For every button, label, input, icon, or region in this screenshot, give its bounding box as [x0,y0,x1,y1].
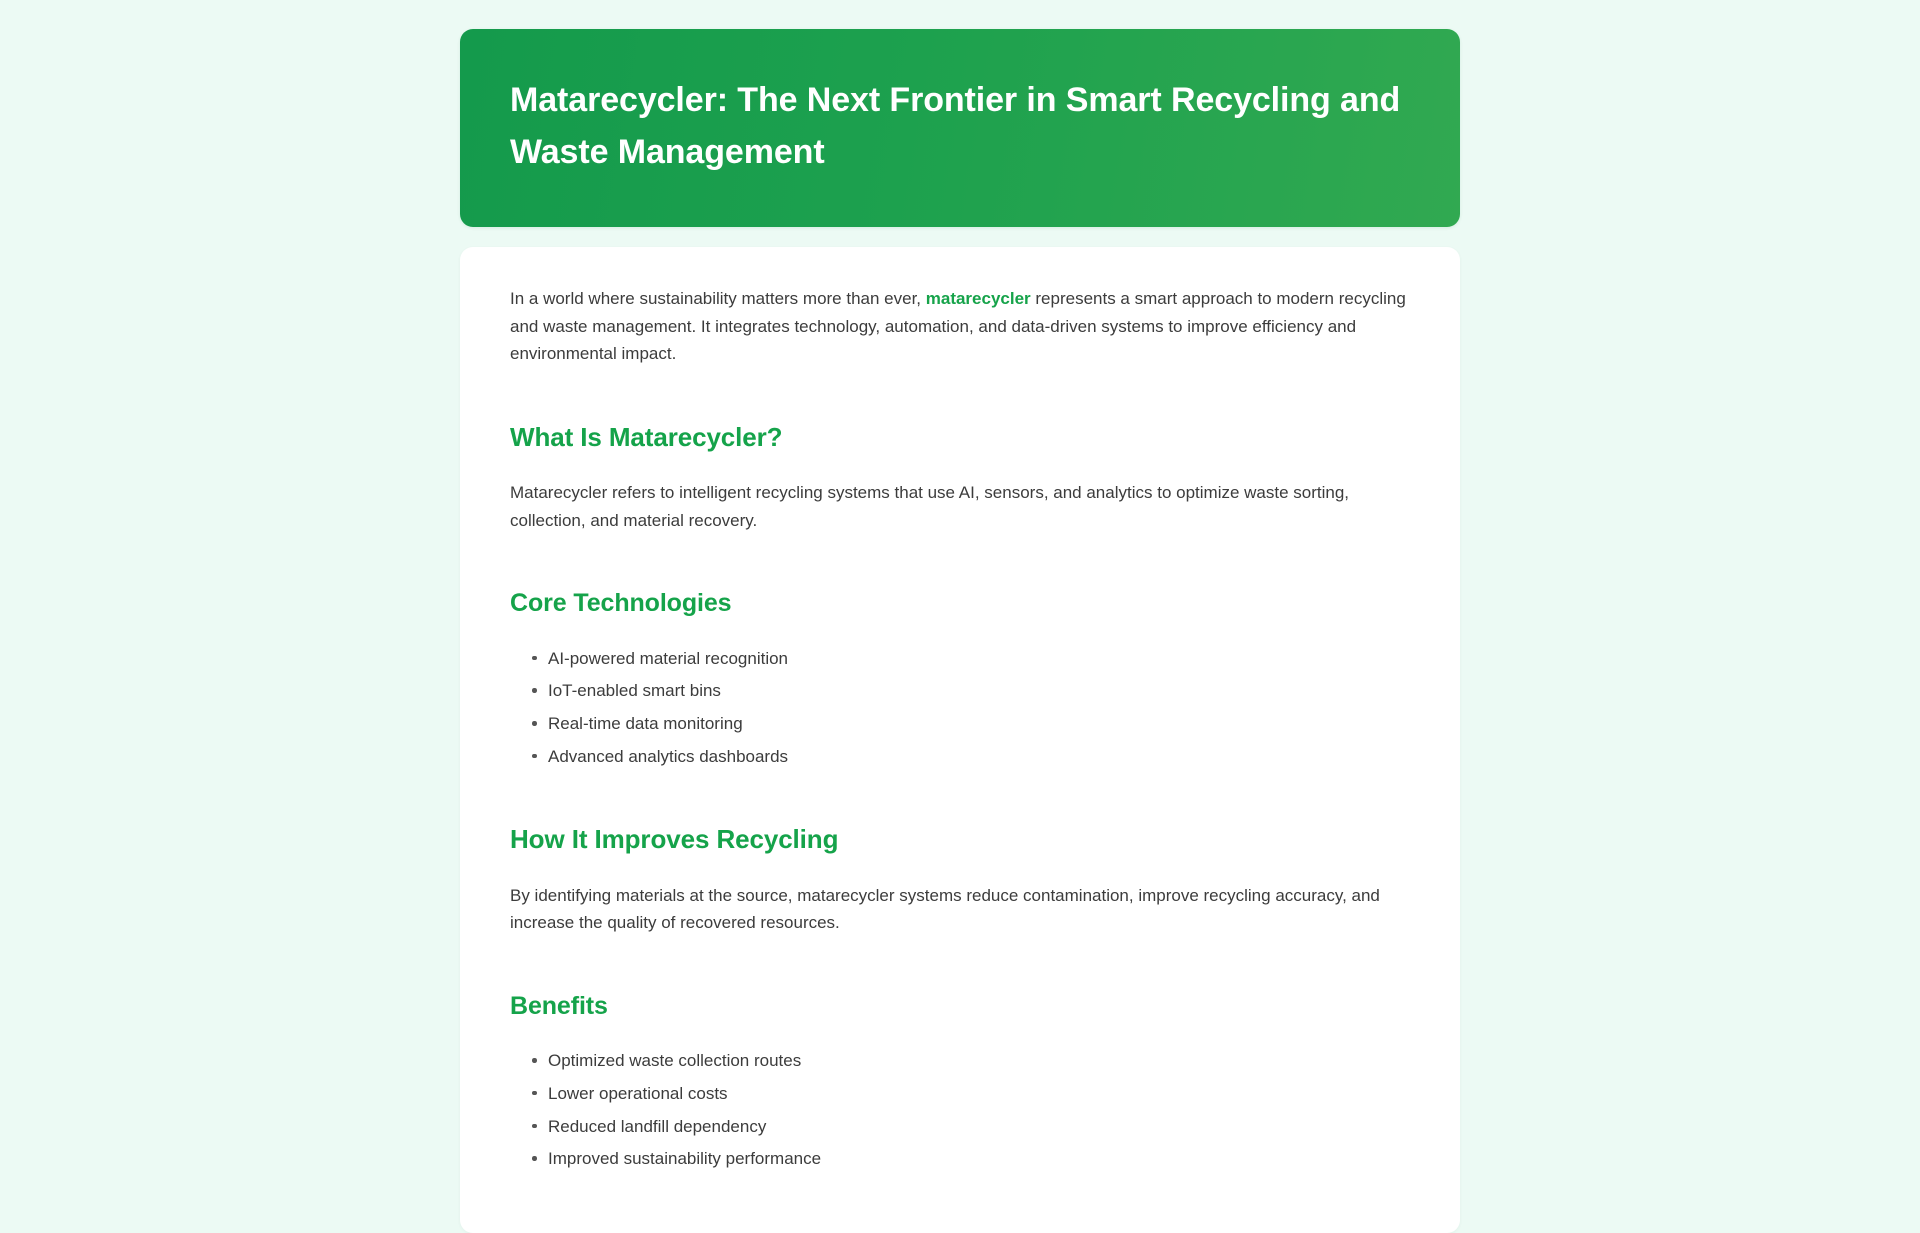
article-content-card [460,247,1460,1233]
section-benefits [510,990,1410,1173]
list-item: IoT-enabled smart bins [532,677,1410,705]
article-hero-banner [460,29,1460,227]
content-column [460,0,1460,1233]
list-item: Advanced analytics dashboards [532,743,1410,771]
list-item: Improved sustainability performance [532,1145,1410,1173]
section-paragraph-what-is-matarecycler: Matarecycler refers to intelligent recycling systems that use AI, sensors, and analytics to optimize waste sorting, collection, and material recovery. [510,483,1350,530]
list-core-technologies [510,645,1410,770]
list-item: Real-time data monitoring [532,710,1410,738]
intro-text-before: In a world where sustainability matters more than ever, [510,289,926,308]
list-item: Optimized waste collection routes [532,1047,1410,1075]
section-paragraph-how-it-improves-recycling: By identifying materials at the source, matarecycler systems reduce contamination, improve recycling accuracy, and increase the quality of recovered resources. [510,885,1380,933]
section-heading-core-technologies: Core Technologies [510,589,732,618]
page-title: Matarecycler: The Next Frontier in Smart Recycling and Waste Management [510,81,1401,171]
list-item: Reduced landfill dependency [532,1113,1410,1141]
intro-text-after: represents a smart approach to modern recycling and waste management. It integrates technology, automation, and data-driven systems to improve efficiency and environmental impact. [510,289,1406,364]
section-what-is-matarecycler [510,421,1410,535]
section-heading-benefits: Benefits [510,991,608,1020]
list-item: Lower operational costs [532,1080,1410,1108]
section-heading-how-it-improves-recycling: How It Improves Recycling [510,824,839,855]
list-item: AI-powered material recognition [532,645,1410,673]
list-benefits [510,1047,1410,1172]
intro-paragraph [510,285,1410,368]
section-core-technologies [510,587,1410,770]
section-how-it-improves-recycling [510,823,1410,937]
section-heading-what-is-matarecycler: What Is Matarecycler? [510,421,783,452]
intro-accent-term: matarecycler [925,289,1031,308]
